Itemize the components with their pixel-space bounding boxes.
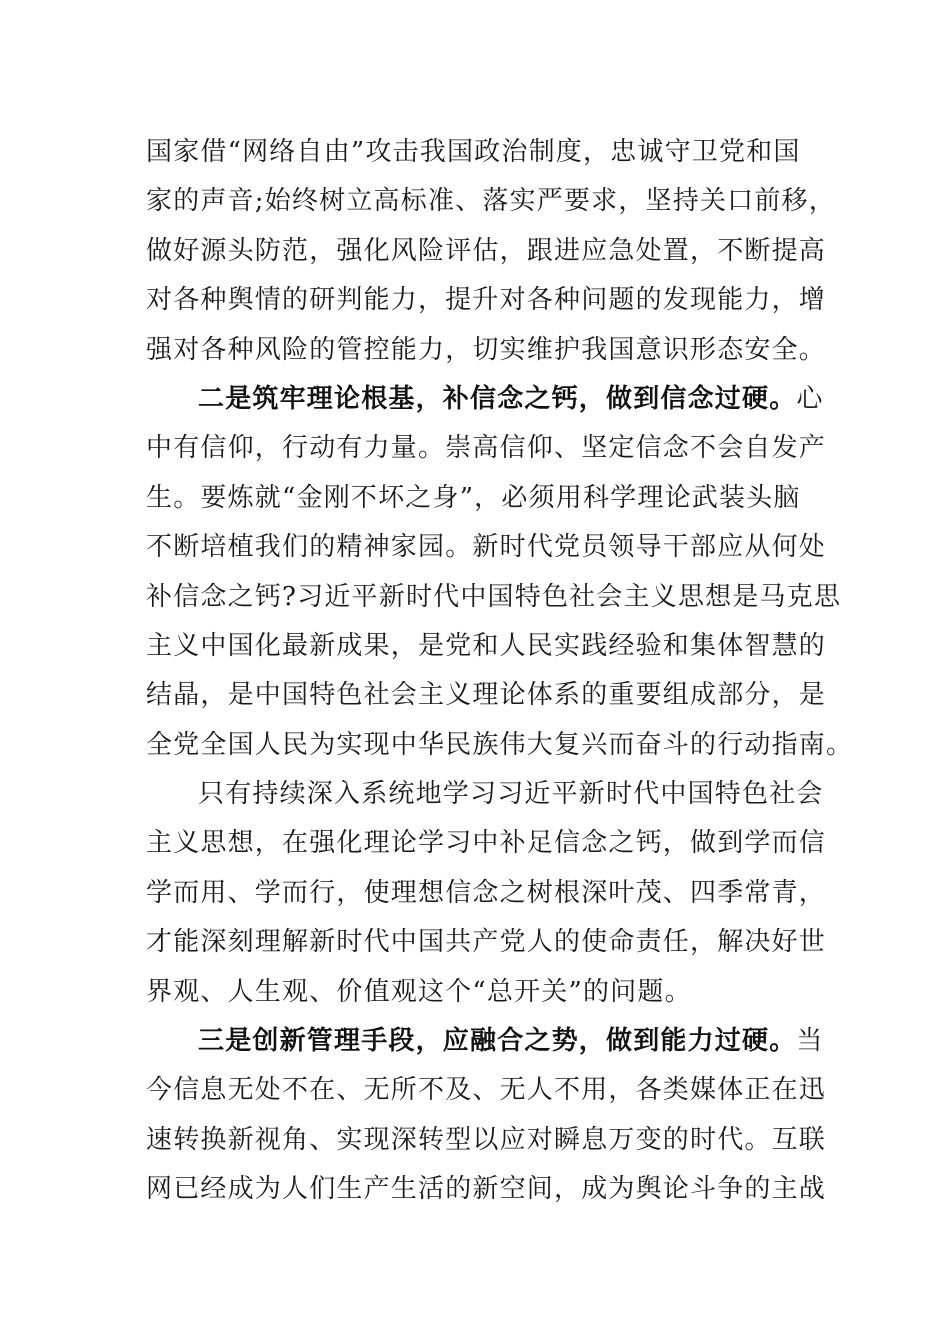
text-line: 做好源头防范，强化风险评估，跟进应急处置，不断提高 <box>146 235 827 266</box>
text-run: 当 <box>796 1026 824 1057</box>
text-line: 速转换新视角、实现深转型以应对瞬息万变的时代。互联 <box>146 1124 827 1155</box>
text-line: 今信息无处不在、无所不及、无人不用，各类媒体正在迅 <box>146 1075 827 1106</box>
section-heading-3: 三是创新管理手段，应融合之势，做到能力过硬。 <box>198 1026 797 1057</box>
text-line: 主义思想，在强化理论学习中补足信念之钙，做到学而信 <box>146 828 827 859</box>
body-text <box>146 128 854 1215</box>
text-line: 补信念之钙?习近平新时代中国特色社会主义思想是马克思 <box>146 581 842 612</box>
text-line: 界观、人生观、价值观这个“总开关”的问题。 <box>146 976 692 1007</box>
text-line: 对各种舆情的研判能力，提升对各种问题的发现能力，增 <box>146 285 827 316</box>
text-line: 强对各种风险的管控能力，切实维护我国意识形态安全。 <box>146 334 827 365</box>
section-heading-line <box>146 375 824 424</box>
text-line: 学而用、学而行，使理想信念之树根深叶茂、四季常青， <box>146 877 827 908</box>
text-run: 心 <box>796 383 824 414</box>
text-line: 中有信仰，行动有力量。崇高信仰、坚定信念不会自发产 <box>146 433 827 464</box>
section-heading-2: 二是筑牢理论根基，补信念之钙，做到信念过硬。 <box>198 383 797 414</box>
text-line: 网已经成为人们生产生活的新空间，成为舆论斗争的主战 <box>146 1174 827 1205</box>
text-line: 全党全国人民为实现中华民族伟大复兴而奋斗的行动指南。 <box>146 729 854 760</box>
text-line: 主义中国化最新成果，是党和人民实践经验和集体智慧的 <box>146 630 827 661</box>
text-line: 国家借“网络自由”攻击我国政治制度，忠诚守卫党和国 <box>146 137 801 167</box>
text-line: 结晶，是中国特色社会主义理论体系的重要组成部分，是 <box>146 680 827 711</box>
text-line: 才能深刻理解新时代中国共产党人的使命责任，解决好世 <box>146 927 827 958</box>
section-heading-line <box>146 1017 824 1066</box>
text-line: 只有持续深入系统地学习习近平新时代中国特色社会 <box>198 779 824 810</box>
text-line: 不断培植我们的精神家园。新时代党员领导干部应从何处 <box>146 532 827 563</box>
text-line: 生。要炼就“金刚不坏之身”，必须用科学理论武装头脑 <box>146 482 801 513</box>
text-line: 家的声音;始终树立高标准、落实严要求，坚持关口前移， <box>146 186 836 217</box>
